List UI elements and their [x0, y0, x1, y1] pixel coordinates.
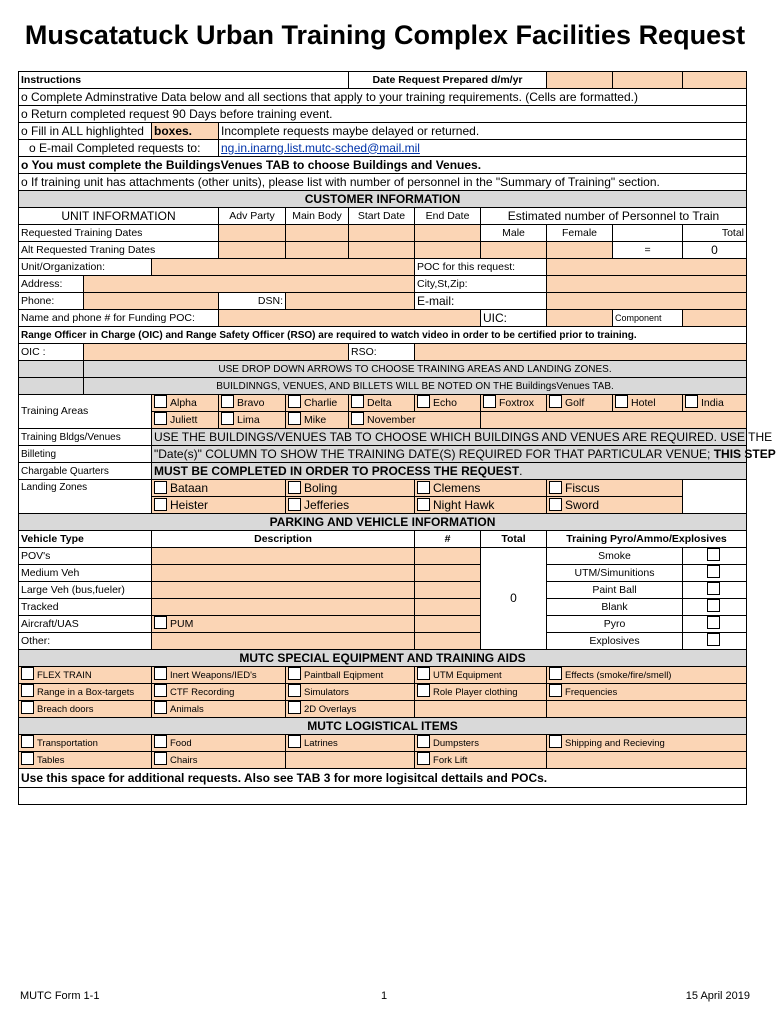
checkbox-icon [21, 701, 34, 714]
parking-total-label: Total [481, 531, 547, 548]
pyro-blank-label: Blank [547, 599, 683, 616]
checkbox-icon [154, 735, 167, 748]
male-label: Male [481, 225, 547, 242]
checkbox-icon [154, 498, 167, 511]
form-date: 15 April 2019 [685, 990, 750, 1002]
aircraft-pum-checkbox[interactable]: PUM [152, 616, 415, 633]
dropdown-note-2: BUILDINNGS, VENUES, AND BILLETS WILL BE NOTED ON THE BuildingsVenues TAB. [84, 378, 747, 395]
instruction-line-6: o If training unit has attachments (other units), please list with number of personnel in the "Summary of Training" section. [19, 174, 747, 191]
pyro-smoke-label: Smoke [547, 548, 683, 565]
training-area-lima[interactable]: Lima [219, 412, 286, 429]
instructions-label: Instructions [19, 72, 349, 89]
lz-heister[interactable]: Heister [152, 497, 286, 514]
facilities-request-form [18, 71, 776, 805]
log-dumpsters[interactable]: Dumpsters [415, 735, 547, 752]
equip-breach-doors[interactable]: Breach doors [19, 701, 152, 718]
dropdown-note-1: USE DROP DOWN ARROWS TO CHOOSE TRAINING AREAS AND LANDING ZONES. [84, 361, 747, 378]
main-body-date-input[interactable] [286, 225, 349, 242]
schedule-email-link[interactable]: ng.in.inarng.list.mutc-sched@mail.mil [221, 140, 420, 155]
checkbox-icon [417, 498, 430, 511]
checkbox-icon [154, 616, 167, 629]
landing-zones-label: Landing Zones [19, 480, 152, 514]
lz-bataan[interactable]: Bataan [152, 480, 286, 497]
additional-requests-input[interactable] [19, 788, 747, 805]
bldgs-venues-label: Training Bldgs/Venues [19, 429, 152, 446]
component-label: Component [613, 310, 683, 327]
equip-range-box[interactable]: Range in a Box-targets [19, 684, 152, 701]
poc-label: POC for this request: [415, 259, 547, 276]
equip-flex-train[interactable]: FLEX TRAIN [19, 667, 152, 684]
unit-org-input[interactable] [152, 259, 415, 276]
alt-dates-label: Alt Requested Traning Dates [19, 242, 219, 259]
equip-animals[interactable]: Animals [152, 701, 286, 718]
oic-input[interactable] [84, 344, 349, 361]
large-description-input[interactable] [152, 582, 415, 599]
training-area-golf[interactable]: Golf [547, 395, 613, 412]
venues-note-2: "Date(s)" COLUMN TO SHOW THE TRAINING DATE(S) REQUIRED FOR THAT PARTICULAR VENUE; THIS STEP [152, 446, 747, 463]
instruction-line-1: o Complete Adminstrative Data below and all sections that apply to your training requirements. (Cells are formatted.) [19, 89, 747, 106]
tracked-description-input[interactable] [152, 599, 415, 616]
checkbox-icon [549, 735, 562, 748]
unit-org-label: Unit/Organization: [19, 259, 152, 276]
checkbox-icon [288, 412, 301, 425]
checkbox-icon [21, 735, 34, 748]
checkbox-icon [707, 599, 720, 612]
medium-count-input[interactable] [415, 565, 481, 582]
uic-label: UIC: [481, 310, 547, 327]
checkbox-icon [483, 395, 496, 408]
equals-sign: = [613, 242, 683, 259]
log-food[interactable]: Food [152, 735, 286, 752]
phone-input[interactable] [84, 293, 219, 310]
checkbox-icon [417, 735, 430, 748]
pyro-utm-label: UTM/Simunitions [547, 565, 683, 582]
checkbox-icon [417, 667, 430, 680]
checkbox-icon [288, 395, 301, 408]
form-number: MUTC Form 1-1 [20, 990, 100, 1002]
equip-2d-overlays[interactable]: 2D Overlays [286, 701, 415, 718]
equip-role-player[interactable]: Role Player clothing [415, 684, 547, 701]
checkbox-icon [417, 481, 430, 494]
total-personnel-value: 0 [683, 242, 747, 259]
page-title: Muscatatuck Urban Training Complex Facilities Request [24, 20, 746, 50]
customer-information-header: CUSTOMER INFORMATION [19, 191, 747, 208]
additional-requests-label: Use this space for additional requests. Also see TAB 3 for more logisitcal dettails and POCs. [19, 769, 747, 788]
main-body-label: Main Body [286, 208, 349, 225]
alt-main-body-input[interactable] [286, 242, 349, 259]
checkbox-icon [288, 701, 301, 714]
requested-dates-label: Requested Training Dates [19, 225, 219, 242]
equip-paintball[interactable]: Paintball Eqipment [286, 667, 415, 684]
email-input[interactable] [547, 293, 747, 310]
training-area-hotel[interactable]: Hotel [613, 395, 683, 412]
lz-fiscus[interactable]: Fiscus [547, 480, 683, 497]
adv-party-label: Adv Party [219, 208, 286, 225]
start-date-input[interactable] [349, 225, 415, 242]
component-input[interactable] [683, 310, 747, 327]
city-label: City,St,Zip: [415, 276, 547, 293]
training-area-bravo[interactable]: Bravo [219, 395, 286, 412]
checkbox-icon [549, 667, 562, 680]
checkbox-icon [288, 481, 301, 494]
pyro-utm-checkbox[interactable] [683, 565, 747, 582]
total-label: Total [683, 225, 747, 242]
checkbox-icon [221, 412, 234, 425]
start-date-label: Start Date [349, 208, 415, 225]
female-count-input[interactable] [547, 242, 613, 259]
email-link-cell [219, 140, 747, 157]
checkbox-icon [154, 701, 167, 714]
log-transportation[interactable]: Transportation [19, 735, 152, 752]
instruction-line-2: o Return completed request 90 Days before training event. [19, 106, 747, 123]
log-latrines[interactable]: Latrines [286, 735, 415, 752]
checkbox-icon [417, 684, 430, 697]
training-area-echo[interactable]: Echo [415, 395, 481, 412]
vehicle-other-label: Other: [19, 633, 152, 650]
pyro-header: Training Pyro/Ammo/Explosives [547, 531, 747, 548]
end-date-input[interactable] [415, 225, 481, 242]
billeting-label: Billeting [19, 446, 152, 463]
address-input[interactable] [84, 276, 415, 293]
checkbox-icon [288, 667, 301, 680]
checkbox-icon [288, 735, 301, 748]
instruction-line-3c: Incomplete requests maybe delayed or returned. [219, 123, 747, 140]
instruction-line-3a: o Fill in ALL highlighted [19, 123, 152, 140]
description-label: Description [152, 531, 415, 548]
rso-input[interactable] [415, 344, 747, 361]
checkbox-icon [549, 684, 562, 697]
equip-effects[interactable]: Effects (smoke/fire/smell) [547, 667, 747, 684]
pyro-paintball-checkbox[interactable] [683, 582, 747, 599]
equip-frequencies[interactable]: Frequencies [547, 684, 747, 701]
dsn-input[interactable] [286, 293, 415, 310]
log-tables[interactable]: Tables [19, 752, 152, 769]
alt-start-date-input[interactable] [349, 242, 415, 259]
checkbox-icon [154, 481, 167, 494]
pov-count-input[interactable] [415, 548, 481, 565]
email-label: E-mail: [415, 293, 547, 310]
rso-label: RSO: [349, 344, 415, 361]
lz-clemens[interactable]: Clemens [415, 480, 547, 497]
lz-night-hawk[interactable]: Night Hawk [415, 497, 547, 514]
vehicle-tracked-label: Tracked [19, 599, 152, 616]
pov-description-input[interactable] [152, 548, 415, 565]
date-prepared-label: Date Request Prepared d/m/yr [349, 72, 547, 89]
uic-input[interactable] [547, 310, 613, 327]
adv-party-date-input[interactable] [219, 225, 286, 242]
vehicle-type-label: Vehicle Type [19, 531, 152, 548]
equipment-header: MUTC SPECIAL EQUIPMENT AND TRAINING AIDS [19, 650, 747, 667]
oic-label: OIC : [19, 344, 84, 361]
other-count-input[interactable] [415, 633, 481, 650]
log-chairs[interactable]: Chairs [152, 752, 286, 769]
estimated-personnel-label: Estimated number of Personnel to Train [481, 208, 747, 225]
male-count-input[interactable] [481, 242, 547, 259]
pyro-paintball-label: Paint Ball [547, 582, 683, 599]
date-year-input[interactable] [683, 72, 747, 89]
equip-utm[interactable]: UTM Equipment [415, 667, 547, 684]
log-fork-lift[interactable]: Fork Lift [415, 752, 547, 769]
log-shipping[interactable]: Shipping and Recieving [547, 735, 747, 752]
training-area-delta[interactable]: Delta [349, 395, 415, 412]
training-area-india[interactable]: India [683, 395, 747, 412]
phone-label: Phone: [19, 293, 84, 310]
training-area-juliett[interactable]: Juliett [152, 412, 219, 429]
checkbox-icon [21, 752, 34, 765]
range-officer-note: Range Officer in Charge (OIC) and Range Safety Officer (RSO) are required to watch video in order to be certified prior to training. [19, 327, 747, 344]
lz-jefferies[interactable]: Jefferies [286, 497, 415, 514]
checkbox-icon [707, 616, 720, 629]
date-month-input[interactable] [613, 72, 683, 89]
funding-poc-input[interactable] [219, 310, 481, 327]
checkbox-icon [351, 395, 364, 408]
aircraft-count-input[interactable] [415, 616, 481, 633]
venues-note-1: USE THE BUILDINGS/VENUES TAB TO CHOOSE WHICH BUILDINGS AND VENUES ARE REQUIRED. USE THE [152, 429, 747, 446]
vehicle-large-label: Large Veh (bus,fueler) [19, 582, 152, 599]
checkbox-icon [549, 498, 562, 511]
checkbox-icon [21, 684, 34, 697]
city-input[interactable] [547, 276, 747, 293]
female-label: Female [547, 225, 613, 242]
chargable-quarters-label: Chargable Quarters [19, 463, 152, 480]
page-number: 1 [381, 990, 388, 1002]
vehicle-pov-label: POV's [19, 548, 152, 565]
other-description-input[interactable] [152, 633, 415, 650]
checkbox-icon [549, 395, 562, 408]
funding-poc-label: Name and phone # for Funding POC: [19, 310, 219, 327]
instruction-line-4: o E-mail Completed requests to: [19, 140, 219, 157]
medium-description-input[interactable] [152, 565, 415, 582]
training-area-mike[interactable]: Mike [286, 412, 349, 429]
checkbox-icon [417, 752, 430, 765]
address-label: Address: [19, 276, 84, 293]
checkbox-icon [21, 667, 34, 680]
alt-end-date-input[interactable] [415, 242, 481, 259]
pyro-smoke-checkbox[interactable] [683, 548, 747, 565]
training-area-foxtrox[interactable]: Foxtrox [481, 395, 547, 412]
checkbox-icon [549, 481, 562, 494]
checkbox-icon [685, 395, 698, 408]
end-date-label: End Date [415, 208, 481, 225]
pyro-explosives-checkbox[interactable] [683, 633, 747, 650]
checkbox-icon [154, 667, 167, 680]
training-areas-label: Training Areas [19, 395, 152, 429]
checkbox-icon [707, 633, 720, 646]
date-day-input[interactable] [547, 72, 613, 89]
equip-simulators[interactable]: Simulators [286, 684, 415, 701]
checkbox-icon [707, 582, 720, 595]
pyro-pyro-label: Pyro [547, 616, 683, 633]
vehicle-medium-label: Medium Veh [19, 565, 152, 582]
checkbox-icon [288, 498, 301, 511]
checkbox-icon [707, 565, 720, 578]
highlighted-boxes-sample: boxes. [152, 123, 219, 140]
venues-note-3: MUST BE COMPLETED IN ORDER TO PROCESS THE REQUEST. [152, 463, 747, 480]
poc-input[interactable] [547, 259, 747, 276]
checkbox-icon [417, 395, 430, 408]
lz-sword[interactable]: Sword [547, 497, 683, 514]
checkbox-icon [707, 548, 720, 561]
unit-information-label: UNIT INFORMATION [19, 208, 219, 225]
dsn-label: DSN: [219, 293, 286, 310]
checkbox-icon [154, 752, 167, 765]
vehicle-total-value: 0 [481, 548, 547, 650]
training-area-november[interactable]: November [349, 412, 481, 429]
pyro-blank-checkbox[interactable] [683, 599, 747, 616]
pyro-explosives-label: Explosives [547, 633, 683, 650]
equip-ctf-recording[interactable]: CTF Recording [152, 684, 286, 701]
equip-inert-weapons[interactable]: Inert Weapons/IED's [152, 667, 286, 684]
training-area-alpha[interactable]: Alpha [152, 395, 219, 412]
checkbox-icon [221, 395, 234, 408]
tracked-count-input[interactable] [415, 599, 481, 616]
checkbox-icon [154, 412, 167, 425]
checkbox-icon [351, 412, 364, 425]
count-label: # [415, 531, 481, 548]
training-area-charlie[interactable]: Charlie [286, 395, 349, 412]
large-count-input[interactable] [415, 582, 481, 599]
checkbox-icon [154, 395, 167, 408]
checkbox-icon [288, 684, 301, 697]
checkbox-icon [615, 395, 628, 408]
checkbox-icon [154, 684, 167, 697]
alt-adv-party-input[interactable] [219, 242, 286, 259]
vehicle-aircraft-label: Aircraft/UAS [19, 616, 152, 633]
pyro-pyro-checkbox[interactable] [683, 616, 747, 633]
instruction-line-5: o You must complete the BuildingsVenues TAB to choose Buildings and Venues. [19, 157, 747, 174]
logistical-header: MUTC LOGISTICAL ITEMS [19, 718, 747, 735]
lz-boling[interactable]: Boling [286, 480, 415, 497]
parking-header: PARKING AND VEHICLE INFORMATION [19, 514, 747, 531]
